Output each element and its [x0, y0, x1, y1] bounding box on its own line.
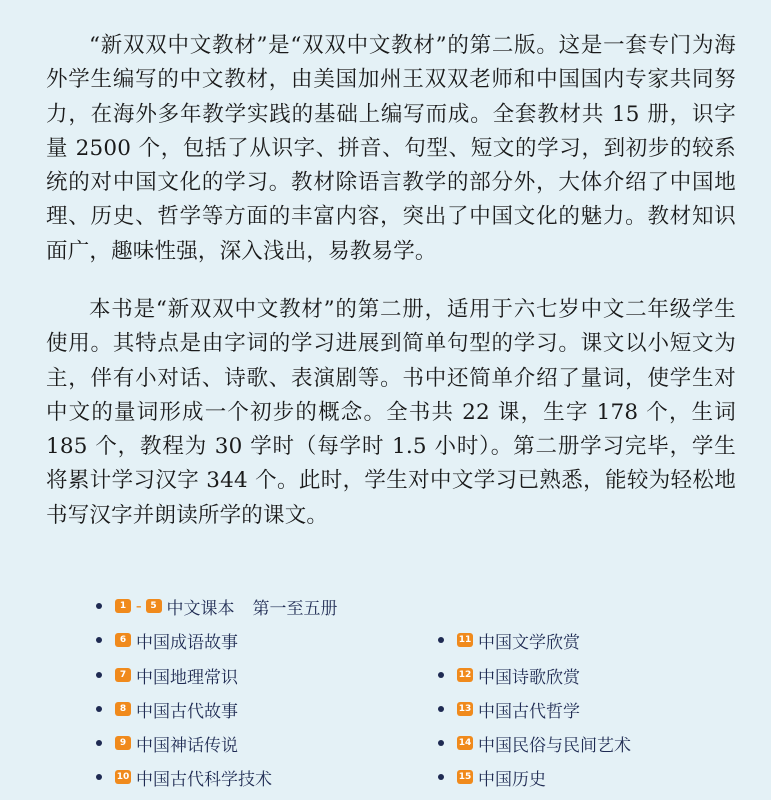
series-item: [438, 765, 546, 789]
series-title: 中国古代科学技术: [136, 769, 272, 790]
volume-badge: 12: [458, 670, 472, 680]
volume-badge: 7: [115, 668, 131, 682]
series-item: [438, 731, 631, 755]
bullet-icon: [438, 672, 444, 678]
series-item: [438, 663, 580, 687]
volume-badge: 10: [116, 772, 130, 782]
series-item: [438, 628, 580, 652]
series-item: [438, 697, 580, 721]
volume-badge: 11: [458, 635, 472, 645]
series-title: 中国文学欣赏: [478, 632, 580, 653]
volume-badge: 13: [458, 704, 472, 714]
series-title: 中文课本: [166, 598, 235, 619]
bullet-icon: [438, 740, 444, 746]
series-item: [96, 765, 272, 789]
series-title: 中国神话传说: [136, 735, 238, 756]
volume-badge-start: 1: [115, 599, 131, 613]
bullet-icon: [96, 706, 102, 712]
bullet-icon: [96, 740, 102, 746]
bullet-icon: [96, 672, 102, 678]
bullet-icon: [96, 603, 102, 609]
series-title: 中国历史: [478, 769, 546, 790]
intro-paragraph-1: “新双双中文教材”是“双双中文教材”的第二版。这是一套专门为海外学生编写的中文教材，由美国加州王双双老师和中国国内专家共同努力，在海外多年教学实践的基础上编写而成。全套教材共 15 册，识字量 2500 个，包括了从识字、拼音、句型、短文的学习，到初步的较系统的对中国文化的学习。教材除语言教学的部分外，大体介绍了中国地理、历史、哲学等方面的丰富内容，突出了中国文化的魅力。教材知识面广，趣味性强，深入浅出，易教易学。: [46, 33, 736, 264]
volume-badge: 9: [115, 736, 131, 750]
bullet-icon: [438, 706, 444, 712]
series-item: [96, 628, 238, 652]
series-title: 中国诗歌欣赏: [478, 667, 580, 688]
bullet-icon: [96, 774, 102, 780]
bullet-icon: [438, 637, 444, 643]
volume-badge: 8: [115, 702, 131, 716]
series-title: 中国古代故事: [136, 701, 238, 722]
series-volumes: 第一至五册: [252, 598, 338, 619]
volume-badge: 15: [458, 772, 472, 782]
series-title: 中国古代哲学: [478, 701, 580, 722]
series-item: [96, 663, 238, 687]
intro-paragraph-2: 本书是“新双双中文教材”的第二册，适用于六七岁中文二年级学生使用。其特点是由字词的学习进展到简单句型的学习。课文以小短文为主，伴有小对话、诗歌、表演剧等。书中还简单介绍了量词，使学生对中文的量词形成一个初步的概念。全书共 22 课，生字 178 个，生词 185 个，教程为 30 学时（每学时 1.5 小时）。第二册学习完毕，学生将累计学习汉字 344 个。此时，学生对中文学习已熟悉，能较为轻松地书写汉字并朗读所学的课文。: [46, 297, 736, 528]
series-item: [96, 697, 238, 721]
series-title: 中国民俗与民间艺术: [478, 735, 631, 756]
volume-badge-end: 5: [146, 599, 162, 613]
bullet-icon: [438, 774, 444, 780]
volume-badge: 14: [458, 738, 472, 748]
bullet-icon: [96, 637, 102, 643]
series-title: 中国地理常识: [136, 667, 238, 688]
volume-badge: 6: [115, 633, 131, 647]
series-title: 中国成语故事: [136, 632, 238, 653]
series-item-1-5: [96, 594, 338, 618]
range-dash: –: [136, 599, 142, 613]
series-item: [96, 731, 238, 755]
